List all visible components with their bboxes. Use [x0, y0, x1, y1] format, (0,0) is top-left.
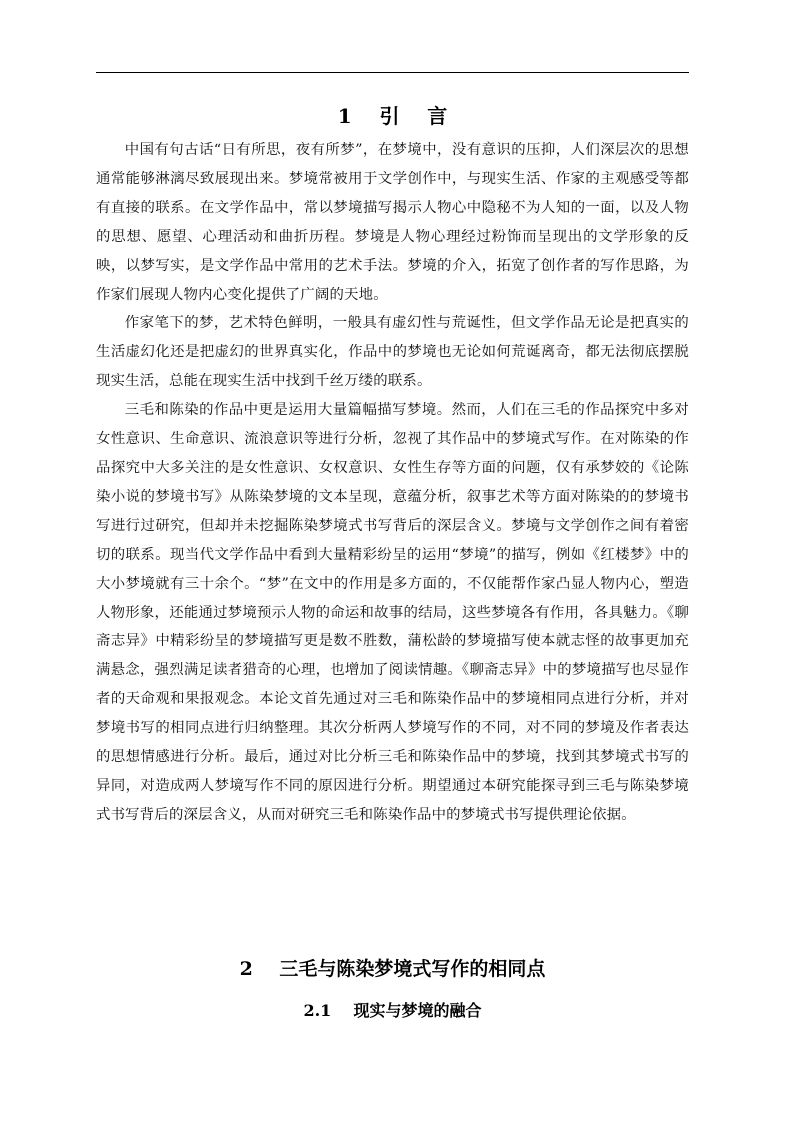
section-2-1-heading: 2.1 现实与梦境的融合 — [303, 1001, 482, 1020]
header-rule — [96, 72, 689, 73]
chapter-2-heading: 2 三毛与陈染梦境式写作的相同点 — [239, 958, 546, 980]
paragraph-3: 三毛和陈染的作品中更是运用大量篇幅描写梦境。然而，人们在三毛的作品探究中多对女性意识、生命意识、流浪意识等进行分析，忽视了其作品中的梦境式写作。在对陈染的作品探究中大多关注的是女性意识、女权意识、女性生存等方面的问题，仅有承梦姣的《论陈染小说的梦境书写》从陈染梦境的文本呈现，意蕴分析，叙事艺术等方面对陈染的的梦境书写进行过研究，但却并未挖掘陈染梦境式书写背后的深层含义。梦境与文学创作之间有着密切的联系。现当代文学作品中看到大量精彩纷呈的运用“梦境”的描写，例如《红楼梦》中的大小梦境就有三十余个。“梦”在文中的作用是多方面的，不仅能帮作家凸显人物内心，塑造人物形象，还能通过梦境预示人物的命运和故事的结局，这些梦境各有作用，各具魅力。《聊斋志异》中精彩纷呈的梦境描写更是数不胜数，蒲松龄的梦境描写使本就志怪的故事更加充满悬念，强烈满足读者猎奇的心理，也增加了阅读情趣。《聊斋志异》中的梦境描写也尽显作者的天命观和果报观念。本论文首先通过对三毛和陈染作品中的梦境相同点进行分析，并对梦境书写的相同点进行归纳整理。其次分析两人梦境写作的不同，对不同的梦境及作者表达的思想情感进行分析。最后，通过对比分析三毛和陈染作品中的梦境，找到其梦境式书写的异同，对造成两人梦境写作不同的原因进行分析。期望通过本研究能探寻到三毛与陈染梦境式书写背后的深层含义，从而对研究三毛和陈染作品中的梦境式书写提供理论依据。 — [96, 402, 689, 823]
paragraph-1: 中国有句古话“日有所思，夜有所梦”，在梦境中，没有意识的压抑，人们深层次的思想通常能够淋漓尽致展现出来。梦境常被用于文学创作中，与现实生活、作家的主观感受等都有直接的联系。在文学作品中，常以梦境描写揭示人物心中隐秘不为人知的一面，以及人物的思想、愿望、心理活动和曲折历程。梦境是人物心理经过粉饰而呈现出的文学形象的反映，以梦写实，是文学作品中常用的艺术手法。梦境的介入，拓宽了创作者的写作思路，为作家们展现人物内心变化提供了广阔的天地。 — [96, 142, 689, 303]
paragraph-2: 作家笔下的梦，艺术特色鲜明，一般具有虚幻性与荒诞性，但文学作品无论是把真实的生活虚幻化还是把虚幻的世界真实化，作品中的梦境也无论如何荒诞离奇，都无法彻底摆脱现实生活，总能在现实生活中找到千丝万缕的联系。 — [96, 315, 689, 390]
body-text — [96, 136, 689, 830]
chapter-1-heading: 1 引 言 — [337, 104, 448, 128]
